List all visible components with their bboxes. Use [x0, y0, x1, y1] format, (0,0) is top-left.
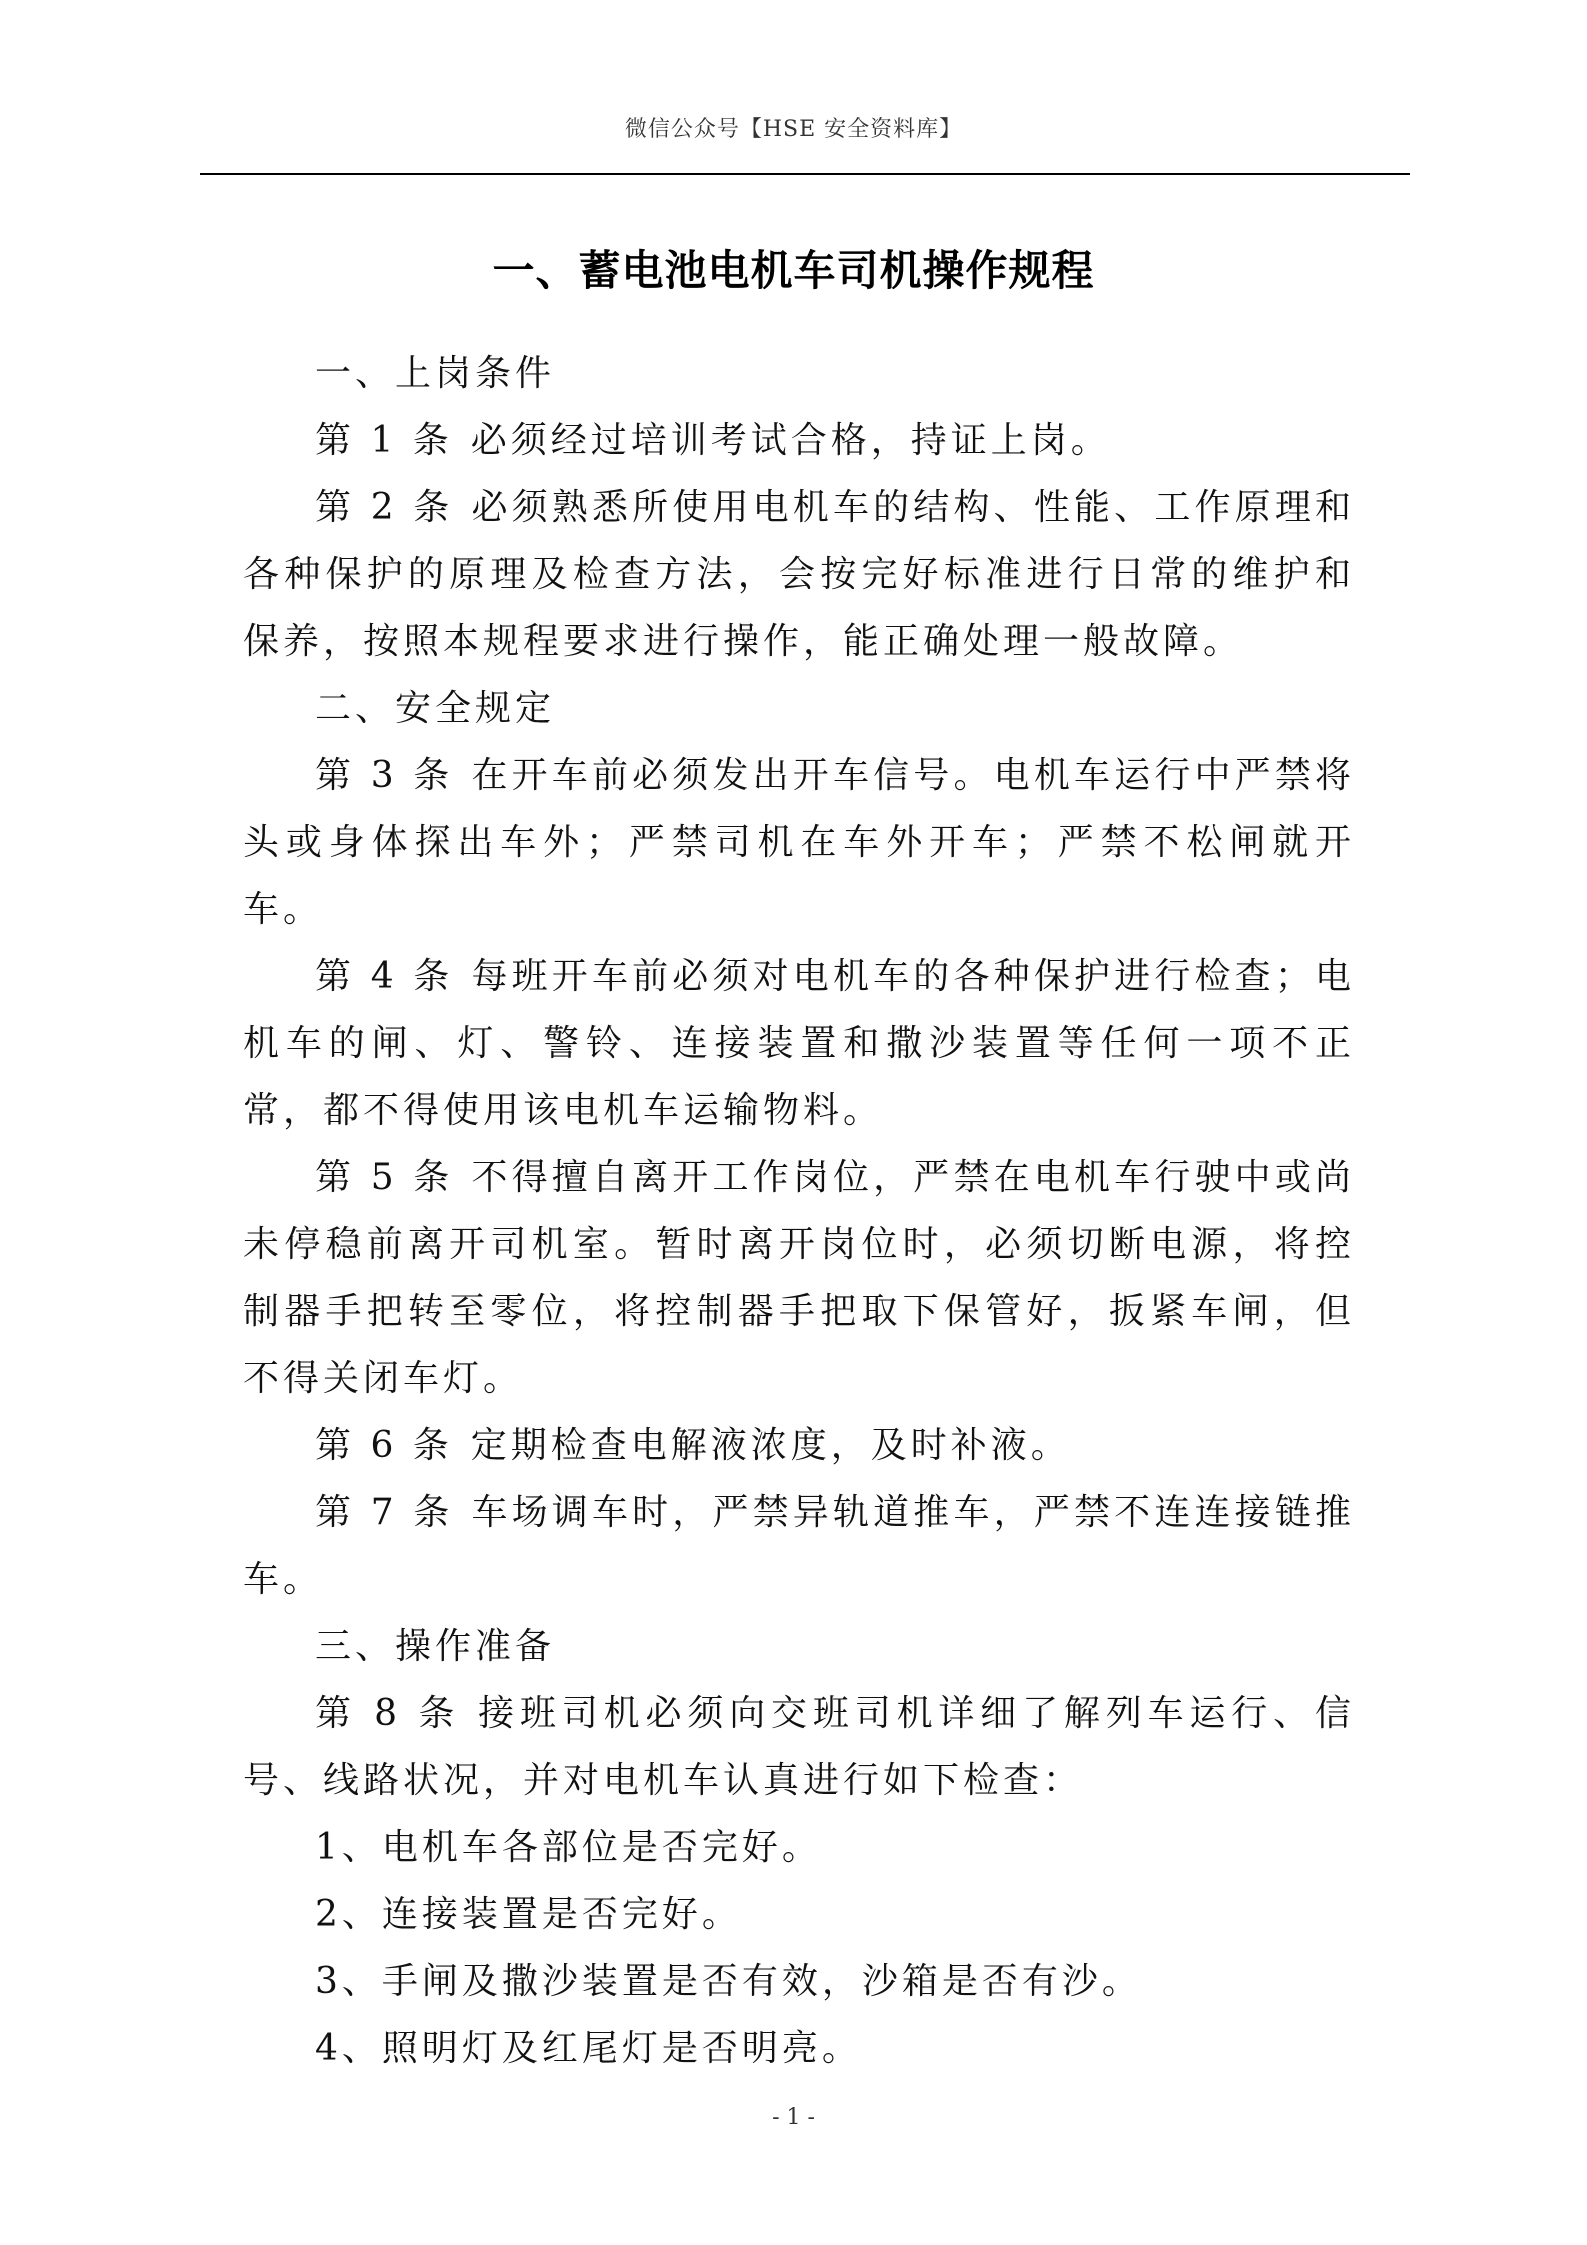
article-text: 接班司机必须向交班司机详细了解列车运行、信号、线路状况，并对电机车认真进行如下检查：	[243, 1693, 1355, 1801]
checklist-item: 4、照明灯及红尾灯是否明亮。	[315, 2028, 862, 2069]
section-heading: 一、上岗条件	[315, 353, 556, 394]
checklist-item: 1、电机车各部位是否完好。	[315, 1827, 822, 1868]
article	[243, 1479, 1355, 1613]
article-text: 定期检查电解液浓度，及时补液。	[470, 1425, 1071, 1466]
article-text: 必须熟悉所使用电机车的结构、性能、工作原理和各种保护的原理及检查方法，会按完好标准进行日常的维护和保养，按照本规程要求进行操作，能正确处理一般故障。	[243, 487, 1355, 662]
article-number: 第 5 条	[315, 1157, 454, 1198]
article-number: 第 3 条	[315, 755, 454, 796]
document-body	[243, 340, 1355, 2082]
article-text: 车场调车时，严禁异轨道推车，严禁不连连接链推车。	[243, 1492, 1355, 1600]
article	[243, 1144, 1355, 1412]
article-number: 第 6 条	[315, 1425, 453, 1466]
article	[243, 474, 1355, 675]
article	[243, 1680, 1355, 1814]
page-header: 微信公众号【HSE 安全资料库】	[624, 117, 963, 142]
header-divider	[200, 173, 1410, 175]
article-number: 第 1 条	[315, 420, 453, 461]
article-number: 第 4 条	[315, 956, 454, 997]
article	[243, 1412, 1355, 1479]
checklist-item: 3、手闸及撒沙装置是否有效，沙箱是否有沙。	[315, 1961, 1142, 2002]
article-text: 在开车前必须发出开车信号。电机车运行中严禁将头或身体探出车外；严禁司机在车外开车；严禁不松闸就开车。	[243, 755, 1355, 930]
article	[243, 407, 1355, 474]
section-heading: 三、操作准备	[315, 1626, 556, 1667]
document-title: 一、蓄电池电机车司机操作规程	[492, 246, 1095, 295]
article	[243, 742, 1355, 943]
article-number: 第 8 条	[315, 1693, 461, 1734]
article-text: 每班开车前必须对电机车的各种保护进行检查；电机车的闸、灯、警铃、连接装置和撒沙装置等任何一项不正常，都不得使用该电机车运输物料。	[243, 956, 1355, 1131]
article-number: 第 7 条	[315, 1492, 454, 1533]
article-text: 不得擅自离开工作岗位，严禁在电机车行驶中或尚未停稳前离开司机室。暂时离开岗位时，必须切断电源，将控制器手把转至零位，将控制器手把取下保管好，扳紧车闸，但不得关闭车灯。	[243, 1157, 1355, 1399]
article-number: 第 2 条	[315, 487, 454, 528]
article-text: 必须经过培训考试合格，持证上岗。	[470, 420, 1111, 461]
section-heading: 二、安全规定	[315, 688, 556, 729]
page-number: - 1 -	[772, 2105, 815, 2130]
article	[243, 943, 1355, 1144]
checklist-item: 2、连接装置是否完好。	[315, 1894, 742, 1935]
